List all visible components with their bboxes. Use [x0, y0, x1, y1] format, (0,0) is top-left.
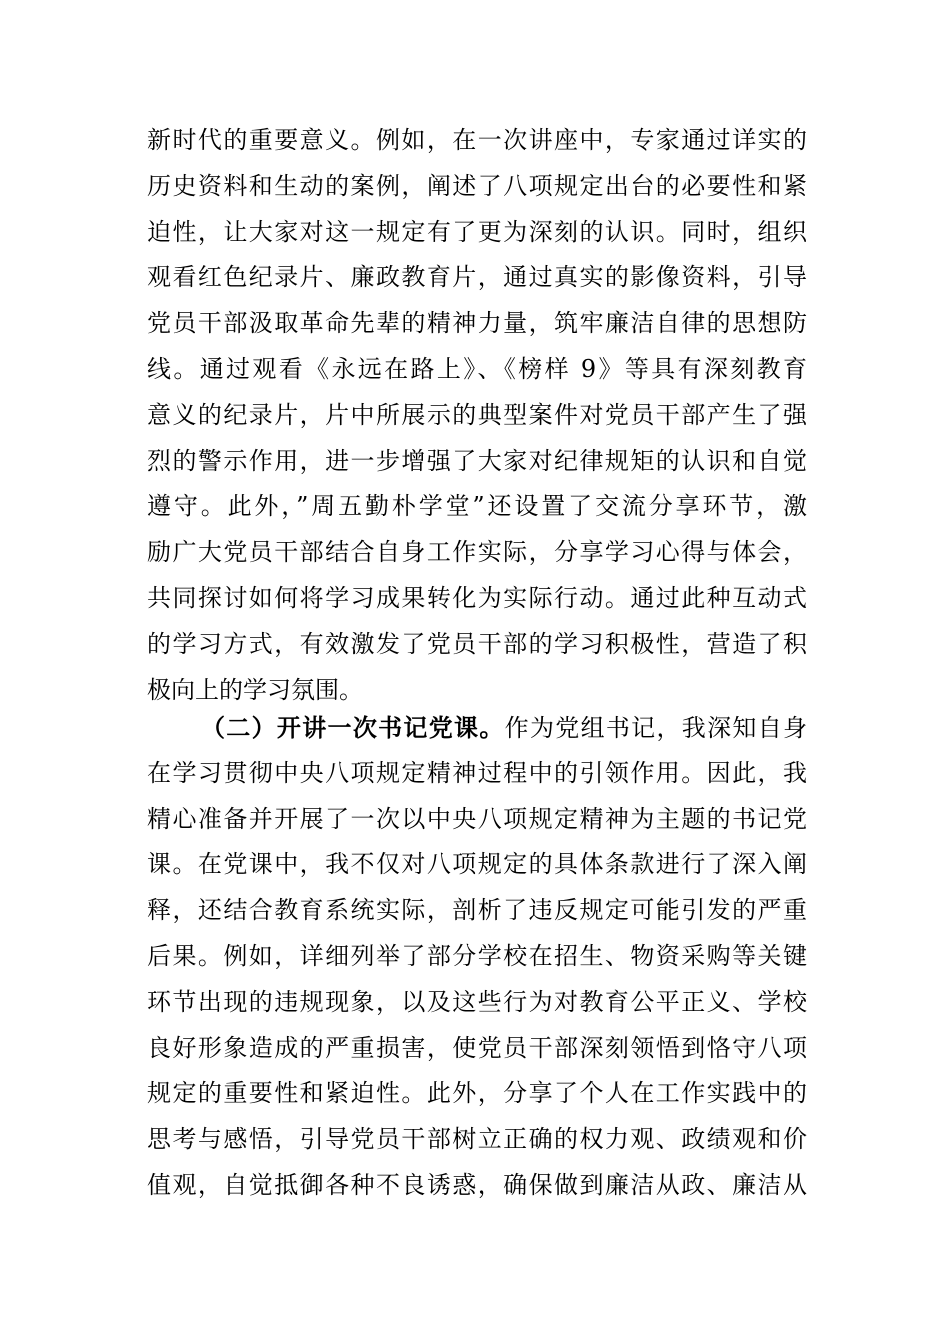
paragraph-line: 规定的重要性和紧迫性。此外，分享了个人在工作实践中的 — [147, 1079, 807, 1108]
paragraph-line: 课。在党课中，我不仅对八项规定的具体条款进行了深入阐 — [147, 850, 807, 879]
paragraph-line: 值观，自觉抵御各种不良诱惑，确保做到廉洁从政、廉洁从 — [147, 1170, 807, 1199]
paragraph-line: 新时代的重要意义。例如，在一次讲座中，专家通过详实的 — [147, 126, 807, 154]
paragraph-line: 党员干部汲取革命先辈的精神力量，筑牢廉洁自律的思想防 — [147, 309, 807, 338]
paragraph-line: 思考与感悟，引导党员干部树立正确的权力观、政绩观和价 — [147, 1125, 807, 1154]
paragraph-line: 观看红色纪录片、廉政教育片，通过真实的影像资料，引导 — [147, 263, 807, 292]
paragraph-line: 迫性，让大家对这一规定有了更为深刻的认识。同时，组织 — [147, 217, 807, 246]
paragraph-line: 良好形象造成的严重损害，使党员干部深刻领悟到恪守八项 — [147, 1033, 807, 1062]
paragraph-line: 共同探讨如何将学习成果转化为实际行动。通过此种互动式 — [147, 583, 807, 612]
paragraph-line-text: 作为党组书记，我深知自身 — [504, 714, 808, 742]
paragraph-line: 历史资料和生动的案例，阐述了八项规定出台的必要性和紧 — [147, 171, 807, 200]
paragraph-2 — [147, 705, 807, 1209]
paragraph-line: 在学习贯彻中央八项规定精神过程中的引领作用。因此，我 — [147, 758, 807, 787]
paragraph-line: 烈的警示作用，进一步增强了大家对纪律规矩的认识和自觉 — [147, 446, 807, 475]
section-heading: （二）开讲一次书记党课。 — [201, 713, 505, 742]
paragraph-line: 极向上的学习氛围。 — [147, 675, 363, 704]
paragraph-1 — [147, 118, 807, 713]
paragraph-line: 遵守。此外，”周五勤朴学堂”还设置了交流分享环节，激 — [147, 492, 807, 521]
paragraph-line: 环节出现的违规现象，以及这些行为对教育公平正义、学校 — [147, 987, 807, 1016]
paragraph-first-line — [147, 705, 807, 751]
paragraph-line: 意义的纪录片，片中所展示的典型案件对党员干部产生了强 — [147, 400, 807, 429]
paragraph-line: 励广大党员干部结合自身工作实际，分享学习心得与体会， — [147, 538, 807, 567]
paragraph-line: 线。通过观看《永远在路上》、《榜样 9》等具有深刻教育 — [147, 354, 807, 383]
paragraph-line: 后果。例如，详细列举了部分学校在招生、物资采购等关键 — [147, 941, 807, 970]
paragraph-line: 精心准备并开展了一次以中央八项规定精神为主题的书记党 — [147, 804, 807, 833]
paragraph-line: 的学习方式，有效激发了党员干部的学习积极性，营造了积 — [147, 629, 807, 658]
paragraph-line: 释，还结合教育系统实际，剖析了违反规定可能引发的严重 — [147, 896, 807, 925]
